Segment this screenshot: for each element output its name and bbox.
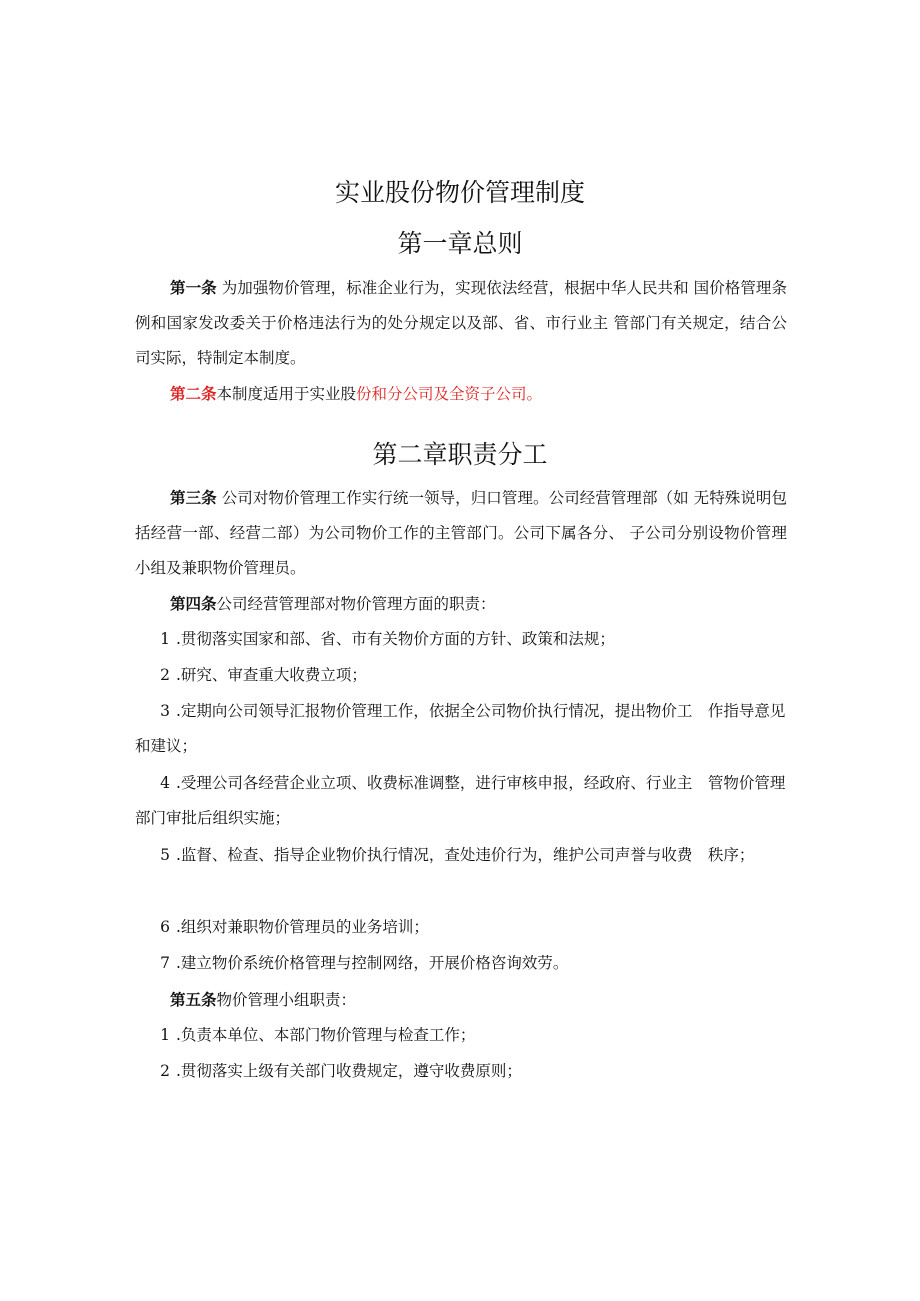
- list-item: [135, 946, 787, 981]
- list-item-number: 7: [160, 954, 170, 972]
- article-4-label: 第四条: [170, 594, 217, 613]
- article-2: [135, 376, 787, 412]
- list-item-text: .组织对兼职物价管理员的业务培训；: [176, 918, 429, 936]
- article-2-text-red: 份和分公司及全资子公司。: [356, 385, 543, 403]
- list-item: [135, 838, 787, 873]
- article-2-label: 第二条: [170, 384, 217, 403]
- article-2-text: 本制度适用于实业股: [216, 385, 357, 403]
- article-5-text: 物价管理小组职责：: [216, 991, 357, 1009]
- article-4: [135, 586, 787, 622]
- article-5-label: 第五条: [170, 990, 217, 1009]
- list-item-number: 3: [160, 702, 170, 720]
- list-item-text: .研究、审查重大收费立项；: [176, 666, 367, 684]
- list-item: [135, 766, 787, 836]
- article-5: [135, 982, 787, 1018]
- list-item-text: .定期向公司领导汇报物价管理工作，依据全公司物价执行情况，提出物价工 作指导意见和建议；: [135, 702, 786, 755]
- article-3-label: 第三条: [170, 488, 217, 507]
- list-item-text: .贯彻落实上级有关部门收费规定，遵守收费原则；: [176, 1062, 522, 1080]
- article-1-text: 为加强物价管理，标准企业行为，实现依法经营，根据中华人民共和 国价格管理条例和国家发改委关于价格违法行为的处分规定以及部、省、市行业主 管部门有关规定，结合公司实际，特制定本制度。: [135, 279, 787, 367]
- list-item: [135, 658, 787, 693]
- list-item: [135, 622, 787, 657]
- document-title: 实业股份物价管理制度: [334, 178, 585, 207]
- list-item-number: 4: [160, 774, 170, 792]
- list-item: [135, 694, 787, 764]
- article-3-text: 公司对物价管理工作实行统一领导，归口管理。公司经营管理部（如 无特殊说明包括经营一部、经营二部）为公司物价工作的主管部门。公司下属各分、 子公司分别设物价管理小组及兼职物价管理员。: [135, 489, 787, 577]
- chapter-2-title: 第二章职责分工: [372, 440, 548, 469]
- list-item: [135, 1018, 787, 1053]
- article-1: [135, 270, 787, 376]
- article-1-label: 第一条: [170, 278, 217, 297]
- list-item-number: 1: [160, 1026, 170, 1044]
- list-item-text: .建立物价系统价格管理与控制网络，开展价格咨询效劳。: [176, 954, 569, 972]
- list-item-number: 2: [160, 1062, 170, 1080]
- article-4-text: 公司经营管理部对物价管理方面的职责：: [216, 595, 496, 613]
- list-item-text: .受理公司各经营企业立项、收费标准调整，进行审核申报，经政府、行业主 管物价管理部门审批后组织实施；: [135, 774, 786, 827]
- list-item-text: .负责本单位、本部门物价管理与检查工作；: [176, 1026, 476, 1044]
- list-item: [135, 1054, 787, 1089]
- list-item-number: 1: [160, 630, 170, 648]
- article-3: [135, 480, 787, 586]
- list-item-number: 2: [160, 666, 170, 684]
- chapter-1-title: 第一章总则: [397, 229, 523, 258]
- list-item: [135, 910, 787, 945]
- list-item-number: 5: [160, 846, 170, 864]
- list-item-number: 6: [160, 918, 170, 936]
- list-item-text: .贯彻落实国家和部、省、市有关物价方面的方针、政策和法规；: [176, 630, 615, 648]
- list-item-text: .监督、检查、指导企业物价执行情况，查处违价行为，维护公司声誉与收费 秩序；: [176, 846, 755, 864]
